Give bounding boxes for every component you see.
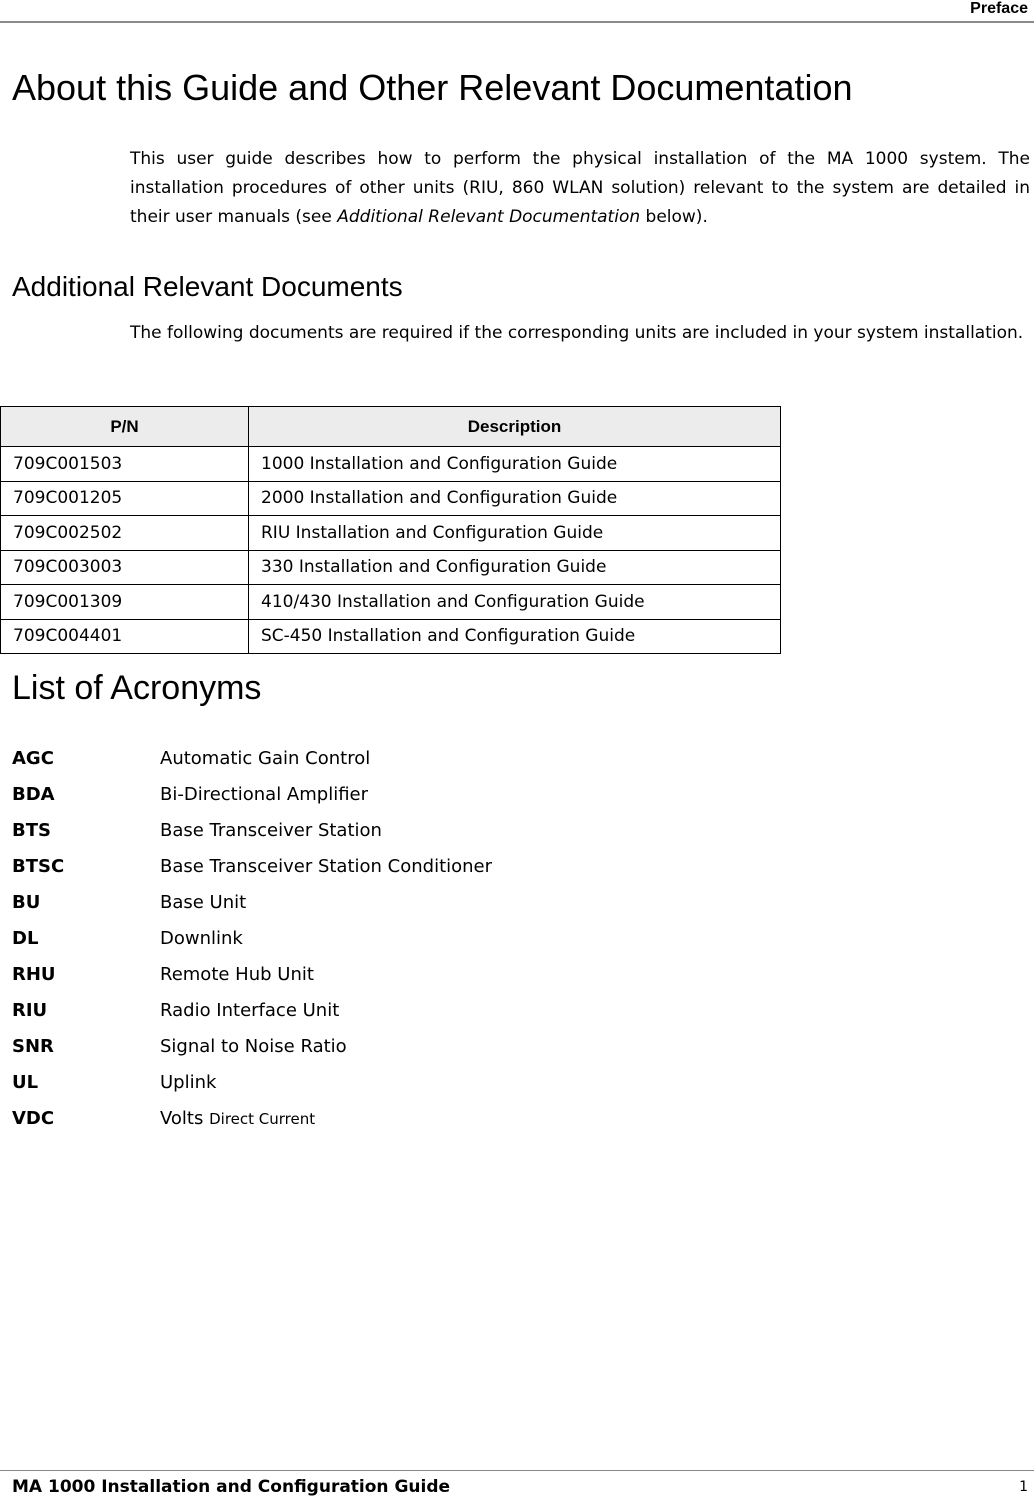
additional-docs-paragraph: The following documents are required if the corresponding units are included in your system installation. <box>130 323 1024 343</box>
acronym-term: BU <box>12 891 41 913</box>
cell-pn: 709C001309 <box>1 585 249 620</box>
intro-text-after: below). <box>640 207 708 227</box>
acronym-definition: Downlink <box>160 927 243 949</box>
cell-pn: 709C003003 <box>1 550 249 585</box>
cell-description: SC-450 Installation and Configuration Guide <box>249 619 781 654</box>
acronyms-heading: List of Acronyms <box>12 669 262 707</box>
acronym-term: VDC <box>12 1107 55 1129</box>
footer-title: MA 1000 Installation and Configuration Guide <box>12 1477 451 1497</box>
page-number: 1 <box>1019 1479 1028 1495</box>
cell-description: 330 Installation and Configuration Guide <box>249 550 781 585</box>
acronym-definition: Remote Hub Unit <box>160 963 314 985</box>
list-item <box>12 812 492 848</box>
header-section-label: Preface <box>970 0 1028 17</box>
page-title: About this Guide and Other Relevant Documentation <box>12 67 853 108</box>
table-row <box>1 619 781 654</box>
acronym-definition: Radio Interface Unit <box>160 999 340 1021</box>
intro-text-before: This user guide describes how to perform the physical installation of the MA 1000 system. The installation procedures of other units (RIU, 860 WLAN solution) relevant to the system are detailed in their user manuals (see <box>130 149 1030 227</box>
acronym-term: DL <box>12 927 39 949</box>
table-row <box>1 447 781 482</box>
cell-pn: 709C002502 <box>1 516 249 551</box>
acronym-definition: Bi-Directional Amplifier <box>160 783 369 805</box>
list-item <box>12 1028 492 1064</box>
column-header-description: Description <box>249 407 781 447</box>
column-header-pn: P/N <box>1 407 249 447</box>
list-item <box>12 1064 492 1100</box>
acronym-definition: Uplink <box>160 1071 217 1093</box>
cell-description: 410/430 Installation and Configuration Guide <box>249 585 781 620</box>
acronym-list <box>12 740 492 1136</box>
list-item <box>12 1100 492 1136</box>
acronym-term: UL <box>12 1071 39 1093</box>
acronym-definition: Base Transceiver Station Conditioner <box>160 855 493 877</box>
list-item <box>12 848 492 884</box>
documents-table <box>0 406 781 654</box>
list-item <box>12 956 492 992</box>
acronym-definition: Base Unit <box>160 891 247 913</box>
cell-description: 1000 Installation and Configuration Guide <box>249 447 781 482</box>
acronym-definition: Automatic Gain Control <box>160 747 371 769</box>
cell-description: 2000 Installation and Configuration Guide <box>249 481 781 516</box>
acronym-term: RIU <box>12 999 48 1021</box>
acronym-definition-main: Volts <box>160 1107 204 1129</box>
list-item <box>12 776 492 812</box>
table-row <box>1 550 781 585</box>
footer-rule <box>0 1470 1034 1471</box>
cell-pn: 709C004401 <box>1 619 249 654</box>
cell-pn: 709C001503 <box>1 447 249 482</box>
list-item <box>12 884 492 920</box>
acronym-definition <box>160 1108 315 1129</box>
list-item <box>12 740 492 776</box>
additional-docs-heading: Additional Relevant Documents <box>12 271 403 302</box>
table-row <box>1 585 781 620</box>
table-row <box>1 481 781 516</box>
acronym-term: BDA <box>12 783 55 805</box>
table-row <box>1 516 781 551</box>
acronym-definition: Base Transceiver Station <box>160 819 382 841</box>
header-rule <box>0 21 1034 23</box>
acronym-term: SNR <box>12 1035 54 1057</box>
acronym-definition: Signal to Noise Ratio <box>160 1035 347 1057</box>
intro-paragraph <box>130 145 1030 232</box>
additional-docs-reference: Additional Relevant Documentation <box>337 207 641 227</box>
acronym-term: AGC <box>12 747 54 769</box>
cell-description: RIU Installation and Configuration Guide <box>249 516 781 551</box>
acronym-definition-small: Direct Current <box>209 1109 316 1128</box>
acronym-term: RHU <box>12 963 56 985</box>
table-header-row <box>1 407 781 447</box>
cell-pn: 709C001205 <box>1 481 249 516</box>
acronym-term: BTSC <box>12 855 65 877</box>
acronym-term: BTS <box>12 819 51 841</box>
list-item <box>12 992 492 1028</box>
list-item <box>12 920 492 956</box>
